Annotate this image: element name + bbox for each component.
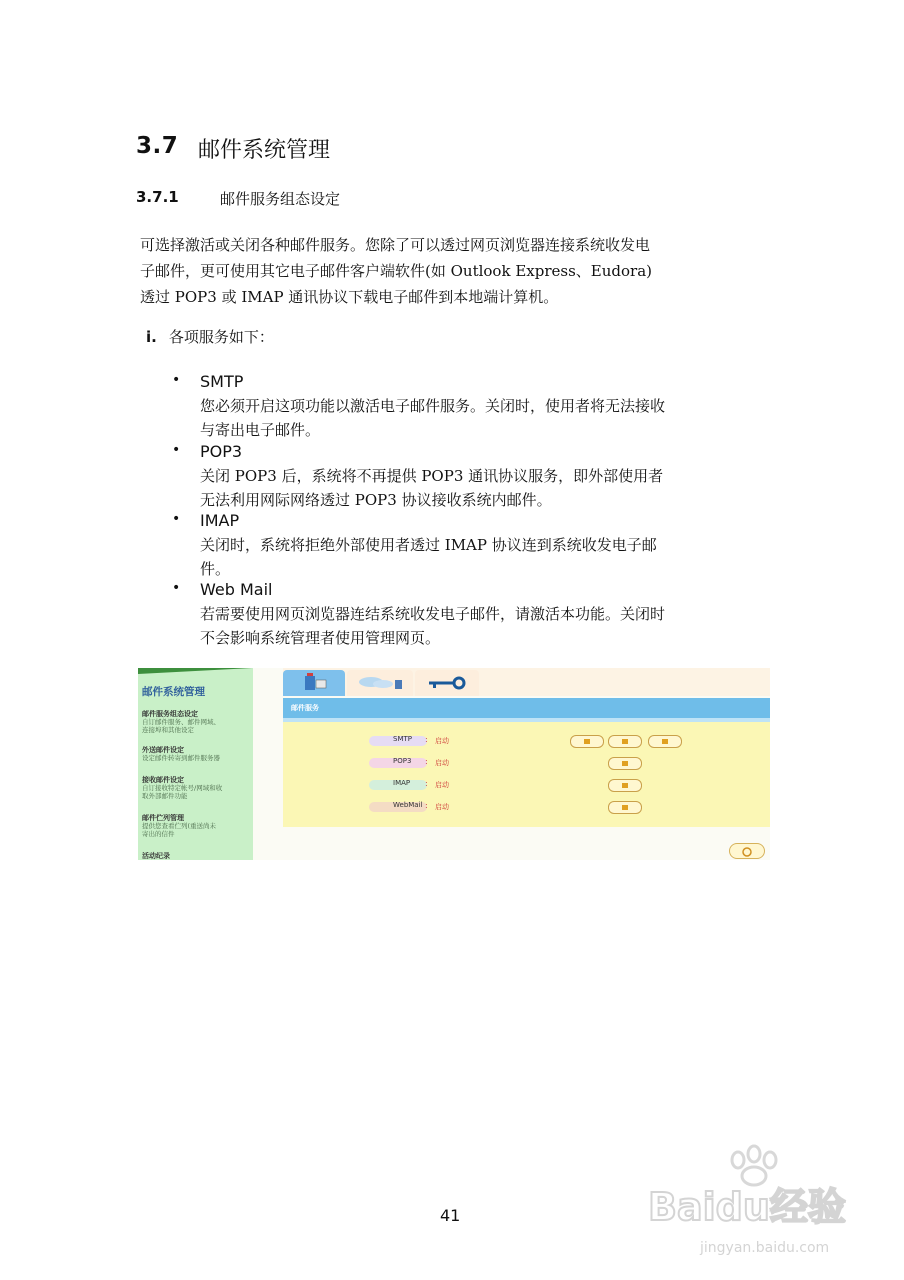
watermark-url: jingyan.baidu.com	[700, 1240, 830, 1256]
row-status: 启动	[435, 759, 449, 767]
sidebar-section-line: 自订接收特定帐号/网域和收	[142, 784, 223, 792]
bullet-icon: •	[172, 580, 181, 596]
page-number: 41	[440, 1206, 461, 1225]
service-desc-line: 不会影响系统管理者使用管理网页。	[200, 629, 441, 647]
intro-paragraph	[140, 232, 780, 310]
row-status: 启动	[435, 781, 449, 789]
baidu-paw-icon	[640, 1140, 870, 1260]
tab-storage[interactable]	[347, 670, 413, 696]
settings-button[interactable]	[648, 735, 682, 748]
service-name: SMTP	[200, 372, 244, 391]
service-row	[283, 733, 770, 751]
panel-header-label: 邮件服务	[291, 704, 319, 712]
tab-bar	[283, 670, 603, 696]
toggle-button[interactable]	[608, 757, 642, 770]
sidebar-section-line: 设定邮件转寄到邮件服务器	[142, 754, 220, 762]
row-colon: :	[425, 779, 428, 788]
toggle-button[interactable]	[608, 801, 642, 814]
service-name: POP3	[200, 442, 243, 461]
intro-line: 可选择激活或关闭各种邮件服务。您除了可以透过网页浏览器连接系统收发电	[140, 236, 651, 254]
section-title: 邮件系统管理	[198, 138, 331, 163]
screenshot-main	[253, 668, 770, 860]
sidebar-section[interactable]	[142, 746, 250, 762]
screenshot-sidebar	[138, 668, 253, 860]
service-row	[283, 755, 770, 773]
service-desc-line: 关闭 POP3 后，系统将不再提供 POP3 通讯协议服务，即外部使用者	[200, 467, 664, 485]
watermark-brand: Baidu经验	[648, 1185, 846, 1229]
sidebar-title: 邮件系统管理	[142, 686, 205, 698]
panel-header	[283, 698, 770, 718]
intro-line: 子邮件，更可使用其它电子邮件客户端软件(如 Outlook Express、Eudora)	[140, 262, 652, 280]
service-desc-line: 件。	[200, 560, 231, 578]
refresh-icon	[730, 845, 764, 859]
sidebar-section-line: 寄出的信件	[142, 830, 175, 838]
sidebar-section-line: 提供您查看伫列(重送尚未	[142, 822, 217, 830]
sidebar-section[interactable]	[142, 710, 250, 734]
toggle-button[interactable]	[608, 735, 642, 748]
row-colon: :	[425, 735, 428, 744]
sidebar-section[interactable]	[142, 776, 250, 800]
intro-line: 透过 POP3 或 IMAP 通讯协议下载电子邮件到本地端计算机。	[140, 288, 559, 306]
subsection-number: 3.7.1	[136, 188, 179, 206]
mail-server-icon	[283, 670, 345, 696]
service-desc	[200, 602, 665, 650]
row-service-name: WebMail	[393, 801, 423, 809]
row-service-name: IMAP	[393, 779, 411, 787]
sidebar-section-title: 接收邮件设定	[142, 776, 184, 784]
sidebar-section-title: 邮件伫列管理	[142, 814, 184, 822]
tab-key[interactable]	[415, 670, 479, 696]
sidebar-section-title: 活动纪录	[142, 852, 170, 860]
list-intro	[146, 326, 274, 347]
subsection-title: 邮件服务组态设定	[220, 190, 341, 208]
service-desc-line: 无法利用网际网络透过 POP3 协议接收系统内邮件。	[200, 491, 552, 509]
row-service-name: POP3	[393, 757, 412, 765]
service-row	[283, 799, 770, 817]
key-icon	[415, 670, 479, 696]
list-marker: i.	[146, 328, 157, 346]
service-name: IMAP	[200, 511, 240, 530]
sidebar-section-title: 邮件服务组态设定	[142, 710, 198, 718]
service-desc	[200, 464, 663, 512]
service-desc-line: 您必须开启这项功能以激活电子邮件服务。关闭时，使用者将无法接收	[200, 397, 666, 415]
bullet-icon: •	[172, 372, 181, 388]
bullet-icon: •	[172, 442, 181, 458]
row-status: 启动	[435, 803, 449, 811]
pause-button[interactable]	[570, 735, 604, 748]
service-name: Web Mail	[200, 580, 273, 599]
baidu-watermark	[640, 1140, 870, 1260]
service-desc	[200, 533, 657, 581]
row-status: 启动	[435, 737, 449, 745]
sidebar-section[interactable]	[142, 852, 250, 860]
list-intro-text: 各项服务如下：	[168, 328, 274, 346]
sidebar-section-title: 外送邮件设定	[142, 746, 184, 754]
bullet-icon: •	[172, 511, 181, 527]
section-number: 3.7	[136, 133, 179, 159]
row-colon: :	[425, 757, 428, 766]
sidebar-section-line: 连接埠和其他设定	[142, 726, 194, 734]
service-desc-line: 若需要使用网页浏览器连结系统收发电子邮件，请激活本功能。关闭时	[200, 605, 666, 623]
database-icon	[347, 670, 413, 696]
service-row	[283, 777, 770, 795]
service-desc	[200, 394, 665, 442]
service-panel	[283, 722, 770, 827]
toggle-button[interactable]	[608, 779, 642, 792]
sidebar-section[interactable]	[142, 814, 250, 838]
sidebar-section-line: 取外部邮件功能	[142, 792, 188, 800]
sidebar-accent	[138, 668, 253, 674]
sidebar-section-line: 自订邮件服务、邮件网域、	[142, 718, 220, 726]
embedded-screenshot	[138, 668, 770, 860]
row-colon: :	[425, 801, 428, 810]
refresh-button[interactable]	[729, 843, 765, 859]
tab-mail-service[interactable]	[283, 670, 345, 696]
service-desc-line: 关闭时，系统将拒绝外部使用者透过 IMAP 协议连到系统收发电子邮	[200, 536, 657, 554]
service-desc-line: 与寄出电子邮件。	[200, 421, 321, 439]
row-service-name: SMTP	[393, 735, 412, 743]
